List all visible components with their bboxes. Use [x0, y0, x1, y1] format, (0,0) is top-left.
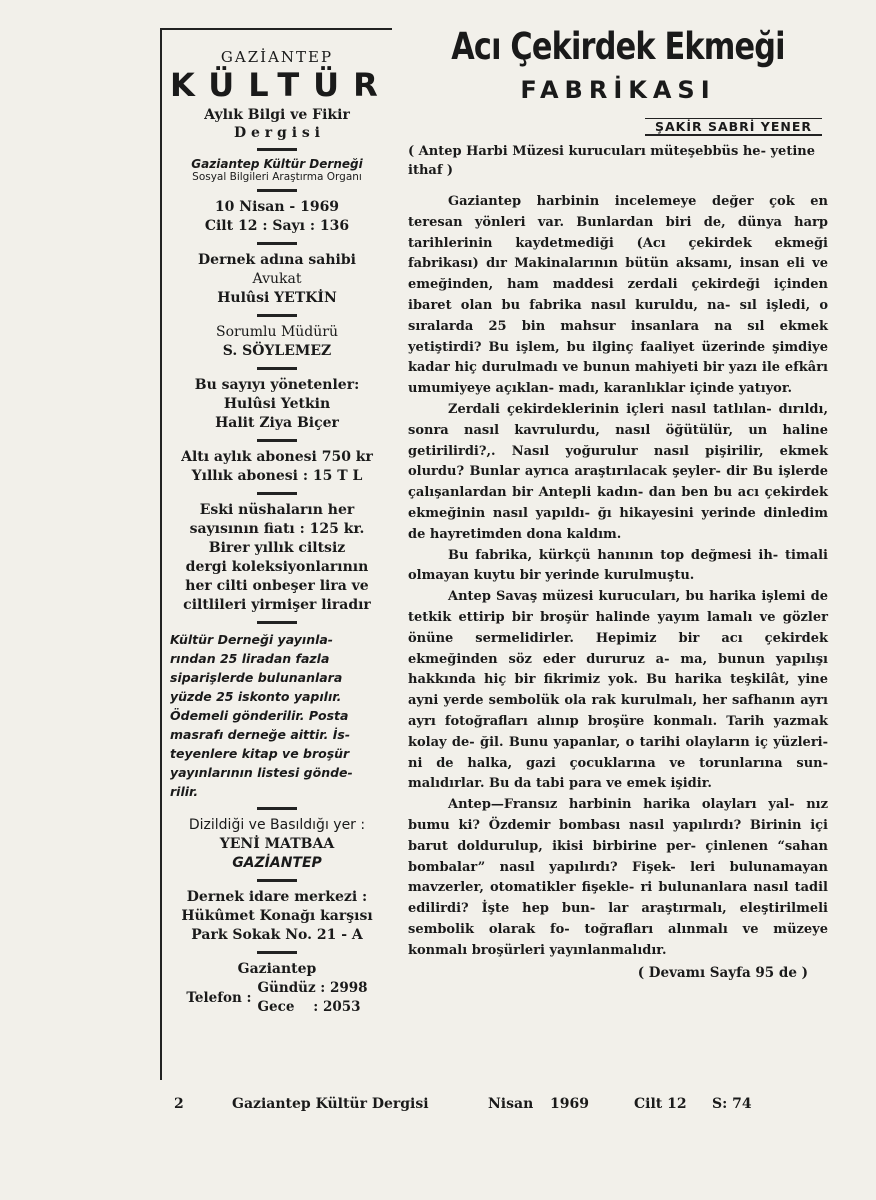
publication-line: siparişlerde bulunanlara	[170, 670, 343, 685]
article-subtitle: FABRİKASI	[520, 76, 716, 104]
footer-issue: S: 74	[712, 1096, 752, 1112]
old-issues-line: Eski nüshaların her	[199, 502, 355, 518]
manager-2: Halit Ziya Biçer	[215, 415, 339, 431]
article-body	[408, 192, 828, 961]
paragraph: Gaziantep harbinin incelemeye değer çok en teresan yönleri var. Bunlardan biri de, dünya harp tarihlerinin kaydetmediği (Acı çekirdek ekmeği fabrikası) dır Makinalarının bütün aksamı, insan eli ve emeğinden, ham maddesi zerdali çekirdeği içinden ibaret olan bu fabrika nasıl kuruldu, na- sıl işledi, o sıralarda 25 bin mahsur insanlara na sıl ekmek yetiştirdi? Bu işlem, bu ilginç faaliyet üzerinde şimdiye kadar hiç durulmadı ve bunun mahiyeti bir yazı ile efkârı umumiyeye açıklan- madı, karanlıklar içinde yatıyor.	[408, 194, 828, 397]
phone-city: Gaziantep	[237, 961, 317, 977]
divider	[257, 439, 297, 442]
old-issues-line: ciltlileri yirmişer liradır	[183, 597, 371, 613]
footer-volume: Cilt 12	[634, 1096, 687, 1112]
old-issues-line: Birer yıllık ciltsiz	[208, 540, 346, 556]
printer-name: YENİ MATBAA	[219, 836, 335, 852]
divider	[257, 148, 297, 151]
journal-name: Gaziantep Kültür Dergisi	[232, 1096, 429, 1112]
phone-block	[170, 979, 384, 1017]
masthead-name: KÜLTÜR	[170, 66, 392, 104]
issue-volume: Cilt 12 : Sayı : 136	[204, 218, 350, 234]
old-issues-line: dergi koleksiyonlarının	[185, 559, 369, 575]
address-line: Park Sokak No. 21 - A	[191, 927, 363, 943]
publication-line: rilir.	[170, 784, 199, 799]
masthead-box	[160, 28, 392, 1080]
divider	[257, 314, 297, 317]
phone-night: Gece : 2053	[257, 999, 361, 1015]
article	[408, 26, 828, 981]
old-issues-line: sayısının fiatı : 125 kr.	[189, 521, 365, 537]
article-title: Acı Çekirdek Ekmeği	[451, 25, 785, 68]
divider	[257, 367, 297, 370]
publication-line: masrafı derneğe aittir. İs-	[170, 727, 351, 742]
masthead-org: Gaziantep Kültür Derneği	[191, 157, 363, 171]
publication-line: yayınlarının listesi gönde-	[170, 765, 353, 780]
address-line: Dernek idare merkezi :	[186, 889, 368, 905]
publication-line: teyenlere kitap ve broşür	[170, 746, 350, 761]
divider	[257, 189, 297, 192]
article-dedication: ( Antep Harbi Müzesi kurucuları müteşebbüs he- yetine ithaf )	[408, 144, 815, 178]
editor-name: S. SÖYLEMEZ	[222, 343, 332, 359]
old-issues-line: her cilti onbeşer lira ve	[185, 578, 369, 594]
masthead-content	[170, 30, 392, 1017]
address-line: Hükûmet Konağı karşısı	[181, 908, 373, 924]
footer-month: Nisan	[488, 1096, 534, 1112]
paragraph: Zerdali çekirdeklerinin içleri nasıl tatlılan- dırıldı, sonra nasıl kavrulurdu, nasıl öğütülür, un haline getirilirdi?,. Nasıl yoğurulur nasıl pişirilir, ekmek olurdu? Bunlar ayrıca araştırılacak şeyler- dir Bu işlerde çalışanlardan bir Antepli kadın- dan ben bu acı çekirdek ekmeğinin nasıl yapıldı- ğı hikayesini yerinde dinledim de hayretimden dona kaldım.	[408, 401, 828, 542]
paragraph: Antep Savaş müzesi kurucuları, bu harika işlemi de tetkik ettirip bir broşür halinde yayım lamalı ve gözler önüne sermelidirler. Hepimiz bir acı çekirdek ekmeğinden söz eder dururuz a- ma, bunun yapılışı hakkında hiç bir fikrimiz yok. Bu harika teşkilât, yine ayni yerde sembolük ola rak kurulmalı, her safhanın ayrı ayrı fotoğrafları alınıp broşüre konmalı. Tarih yazmak kolay de- ğil. Bunu yapanlar, o tarihi olayların iç yüzleri- ni de halka, gazi çocuklarına ve torunlarına sun- malıdırlar. Bu da tabi para ve emek işidir.	[408, 589, 828, 792]
phone-day: Gündüz : 2998	[257, 980, 368, 996]
masthead-org-desc: Sosyal Bilgileri Araştırma Organı	[192, 171, 362, 183]
issue-date: 10 Nisan - 1969	[214, 199, 340, 215]
divider	[257, 807, 297, 810]
printer-label: Dizildiği ve Basıldığı yer :	[188, 817, 366, 833]
divider	[257, 242, 297, 245]
editor-title: Sorumlu Müdürü	[216, 324, 338, 340]
paragraph: Bu fabrika, kürkçü hanının top değmesi ih- timali olmayan kuytu bir yerinde kurulmuştu.	[408, 547, 828, 584]
publication-line: yüzde 25 iskonto yapılır.	[170, 689, 342, 704]
divider	[257, 492, 297, 495]
divider	[257, 879, 297, 882]
author-wrap	[408, 116, 828, 136]
owner-role: Avukat	[252, 271, 302, 287]
masthead-subtitle-1: Aylık Bilgi ve Fikir	[204, 107, 350, 123]
phone-label: Telefon :	[186, 990, 252, 1006]
publication-line: rından 25 liradan fazla	[170, 651, 330, 666]
divider	[257, 621, 297, 624]
publication-notice	[170, 630, 384, 801]
paragraph: Antep—Fransız harbinin harika olayları yal- nız bumu ki? Özdemir bombası nasıl yapılırdı? Birinin içi barut doldurulup, ikisi birbirine per- çinlenen “sahan bombalar” nasıl yapılırdı? Fişek- leri bulunamayan mavzerler, otomatikler fişekle- ri bulunanlara nasıl tadil edilirdi? İşte hep bun- lar araştırmalı, eleştirilmeli sembolik olarak fo- toğrafları alınmalı ve müzeye konmalı broşürleri yayınlanmalıdır.	[408, 797, 828, 958]
manager-1: Hulûsi Yetkin	[223, 396, 331, 412]
owner-name: Hulûsi YETKİN	[217, 290, 337, 306]
continued-note: ( Devamı Sayfa 95 de )	[637, 965, 808, 982]
publication-line: Kültür Derneği yayınla-	[170, 632, 333, 647]
article-author: ŞAKİR SABRİ YENER	[645, 118, 822, 136]
masthead-subtitle-2: D e r g i s i	[234, 125, 320, 141]
subscription-1y: Yıllık abonesi : 15 T L	[191, 468, 363, 484]
page-number: 2	[174, 1096, 184, 1112]
publication-line: Ödemeli gönderilir. Posta	[170, 708, 349, 723]
masthead-city: GAZİANTEP	[220, 48, 334, 66]
divider	[257, 951, 297, 954]
owner-title: Dernek adına sahibi	[198, 252, 356, 268]
printer-city: GAZİANTEP	[232, 855, 322, 871]
subscription-6m: Altı aylık abonesi 750 kr	[181, 449, 373, 465]
footer-year: 1969	[550, 1096, 589, 1112]
managers-title: Bu sayıyı yönetenler:	[194, 377, 360, 393]
